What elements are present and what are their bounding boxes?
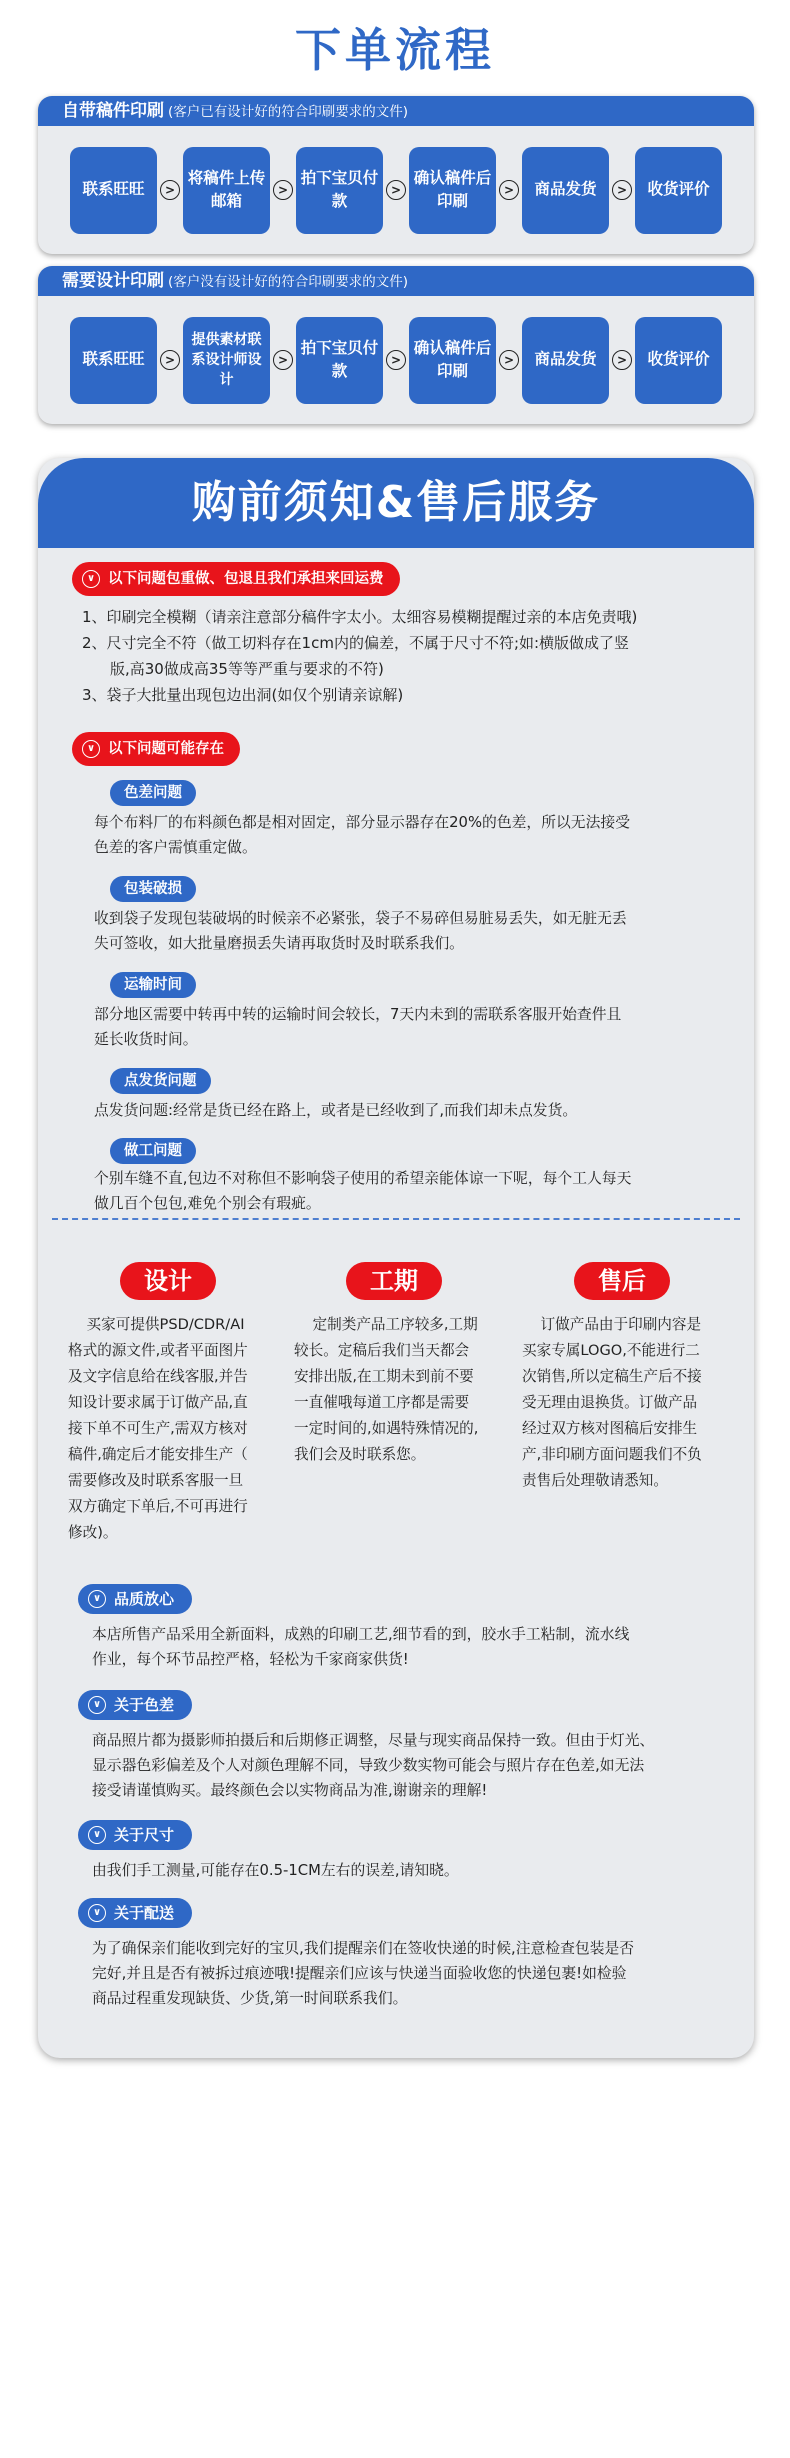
text-line: 买家专属LOGO,不能进行二 bbox=[522, 1342, 700, 1359]
column-text bbox=[522, 1312, 718, 1494]
redo-title-pill bbox=[72, 562, 400, 596]
chevron-right-icon: > bbox=[273, 180, 293, 200]
text-line: 接受请谨慎购买。最终颜色会以实物商品为准,谢谢亲的理解! bbox=[92, 1782, 488, 1799]
list-item: 2、尺寸完全不符（做工切料存在1cm内的偏差，不属于尺寸不符;如:横版做成了竖 bbox=[82, 634, 630, 652]
text-line: 由我们手工测量,可能存在0.5-1CM左右的误差,请知晓。 bbox=[92, 1862, 459, 1879]
text-line: 作业，每个环节品控严格，轻松为千家商家供货! bbox=[92, 1651, 409, 1668]
flow-step: 联系旺旺 bbox=[70, 147, 157, 234]
block-text bbox=[92, 1622, 742, 1672]
text-line: 商品过程重发现缺货、少货,第一时间联系我们。 bbox=[92, 1990, 408, 2007]
list-item: 1、印刷完全模糊（请亲注意部分稿件字太小。太细容易模糊提醒过亲的本店免责哦) bbox=[82, 608, 638, 626]
list-item: 3、袋子大批量出现包边出洞(如仅个别请亲谅解) bbox=[82, 686, 404, 704]
flow-header-subtitle: (客户没有设计好的符合印刷要求的文件) bbox=[168, 274, 409, 290]
column-text bbox=[68, 1312, 264, 1546]
chevron-down-icon: ∨ bbox=[82, 570, 100, 588]
chevron-right-icon: > bbox=[612, 350, 632, 370]
flow-step: 提供素材联系设计师设计 bbox=[183, 317, 270, 404]
text-line: 较长。定稿后我们当天都会 bbox=[294, 1342, 470, 1359]
flow-header-title: 需要设计印刷 bbox=[62, 271, 164, 291]
chevron-down-icon: ∨ bbox=[88, 1696, 106, 1714]
text-line: 为了确保亲们能收到完好的宝贝,我们提醒亲们在签收快递的时候,注意检查包装是否 bbox=[92, 1940, 635, 1957]
flow-header bbox=[38, 96, 754, 126]
flow-step: 确认稿件后印刷 bbox=[409, 147, 496, 234]
chevron-right-icon: > bbox=[612, 180, 632, 200]
flow-step: 拍下宝贝付款 bbox=[296, 147, 383, 234]
text-line: 格式的源文件,或者平面图片 bbox=[68, 1342, 248, 1359]
text-line: 订做产品由于印刷内容是 bbox=[522, 1316, 702, 1333]
issue-tag: 包装破损 bbox=[110, 876, 196, 902]
text-line: 延长收货时间。 bbox=[94, 1031, 198, 1048]
text-line: 做几百个包包,难免个别会有瑕疵。 bbox=[94, 1195, 321, 1212]
chevron-down-icon: ∨ bbox=[88, 1904, 106, 1922]
block-tag-delivery bbox=[78, 1898, 192, 1928]
notice-panel-title: 购前须知&售后服务 bbox=[38, 458, 754, 548]
text-line: 定制类产品工序较多,工期 bbox=[294, 1316, 478, 1333]
flow-card-need-design bbox=[38, 266, 754, 424]
page-title: 下单流程 bbox=[295, 23, 495, 77]
list-item: 版,高30做成高35等等严重与要求的不符) bbox=[110, 660, 384, 678]
text-line: 经过双方核对图稿后安排生 bbox=[522, 1420, 698, 1437]
flow-step: 联系旺旺 bbox=[70, 317, 157, 404]
issue-text bbox=[94, 810, 734, 860]
redo-title: 以下问题包重做、包退且我们承担来回运费 bbox=[108, 571, 384, 587]
flow-step: 商品发货 bbox=[522, 317, 609, 404]
chevron-down-icon: ∨ bbox=[88, 1590, 106, 1608]
text-line: 色差的客户需慎重定做。 bbox=[94, 839, 257, 856]
text-line: 完好,并且是否有被拆过痕迹哦!提醒亲们应该与快递当面验收您的快递包裹!如检验 bbox=[92, 1965, 627, 1982]
text-line: 部分地区需要中转再中转的运输时间会较长，7天内未到的需联系客服开始查件且 bbox=[94, 1006, 622, 1023]
chevron-right-icon: > bbox=[160, 180, 180, 200]
block-text bbox=[92, 1728, 742, 1803]
text-line: 本店所售产品采用全新面料，成熟的印刷工艺,细节看的到，胶水手工粘制，流水线 bbox=[92, 1626, 630, 1643]
text-line: 受无理由退换货。订做产品 bbox=[522, 1394, 698, 1411]
flow-steps bbox=[70, 146, 722, 234]
block-tag-color bbox=[78, 1690, 192, 1720]
flow-step: 确认稿件后印刷 bbox=[409, 317, 496, 404]
issue-tag: 做工问题 bbox=[110, 1138, 196, 1164]
flow-step: 商品发货 bbox=[522, 147, 609, 234]
issue-text bbox=[94, 1002, 734, 1052]
text-line: 安排出版,在工期未到前不要 bbox=[294, 1368, 474, 1385]
text-line: 知设计要求属于订做产品,直 bbox=[68, 1394, 248, 1411]
divider bbox=[52, 1218, 740, 1220]
block-tag-label: 品质放心 bbox=[114, 1590, 175, 1608]
chevron-right-icon: > bbox=[160, 350, 180, 370]
chevron-right-icon: > bbox=[499, 350, 519, 370]
issue-tag: 色差问题 bbox=[110, 780, 196, 806]
column-text bbox=[294, 1312, 490, 1468]
text-line: 我们会及时联系您。 bbox=[294, 1446, 426, 1463]
text-line: 次销售,所以定稿生产后不接 bbox=[522, 1368, 702, 1385]
chevron-down-icon: ∨ bbox=[82, 740, 100, 758]
chevron-right-icon: > bbox=[273, 350, 293, 370]
text-line: 稿件,确定后才能安排生产（ bbox=[68, 1446, 248, 1463]
flow-step: 拍下宝贝付款 bbox=[296, 317, 383, 404]
block-text bbox=[92, 1936, 742, 2011]
possible-title-pill bbox=[72, 732, 240, 766]
chevron-right-icon: > bbox=[386, 350, 406, 370]
notice-panel bbox=[38, 458, 754, 2058]
issue-tag: 点发货问题 bbox=[110, 1068, 211, 1094]
text-line: 产,非印刷方面问题我们不负 bbox=[522, 1446, 702, 1463]
issue-text bbox=[94, 906, 734, 956]
redo-list bbox=[82, 604, 732, 708]
block-tag-quality bbox=[78, 1584, 192, 1614]
text-line: 个别车缝不直,包边不对称但不影响袋子使用的希望亲能体谅一下呢，每个工人每天 bbox=[94, 1170, 632, 1187]
text-line: 商品照片都为摄影师拍摄后和后期修正调整，尽量与现实商品保持一致。但由于灯光、 bbox=[92, 1732, 655, 1749]
text-line: 收到袋子发现包装破埚的时候亲不必紧张，袋子不易碎但易脏易丢失，如无脏无丢 bbox=[94, 910, 627, 927]
column-title: 工期 bbox=[346, 1262, 442, 1300]
block-tag-label: 关于尺寸 bbox=[114, 1826, 175, 1844]
block-tag-label: 关于色差 bbox=[114, 1696, 175, 1714]
text-line: 需要修改及时联系客服一旦 bbox=[68, 1472, 244, 1489]
text-line: 修改)。 bbox=[68, 1524, 118, 1541]
flow-card-own-artwork bbox=[38, 96, 754, 254]
column-title: 售后 bbox=[574, 1262, 670, 1300]
block-tag-size bbox=[78, 1820, 192, 1850]
flow-header-title: 自带稿件印刷 bbox=[62, 101, 164, 121]
flow-step: 收货评价 bbox=[635, 147, 722, 234]
text-line: 责售后处理敬请悉知。 bbox=[522, 1472, 668, 1489]
chevron-right-icon: > bbox=[386, 180, 406, 200]
text-line: 买家可提供PSD/CDR/AI bbox=[68, 1316, 245, 1333]
block-text bbox=[92, 1858, 742, 1883]
flow-header bbox=[38, 266, 754, 296]
chevron-right-icon: > bbox=[499, 180, 519, 200]
text-line: 每个布料厂的布料颜色都是相对固定，部分显示器存在20%的色差，所以无法接受 bbox=[94, 814, 630, 831]
text-line: 点发货问题:经常是货已经在路上，或者是已经收到了,而我们却未点发货。 bbox=[94, 1102, 578, 1119]
flow-step: 将稿件上传邮箱 bbox=[183, 147, 270, 234]
text-line: 及文字信息给在线客服,并告 bbox=[68, 1368, 248, 1385]
text-line: 一直催哦每道工序都是需要 bbox=[294, 1394, 470, 1411]
issue-text bbox=[94, 1166, 734, 1216]
flow-header-subtitle: (客户已有设计好的符合印刷要求的文件) bbox=[168, 104, 409, 120]
column-title: 设计 bbox=[120, 1262, 216, 1300]
text-line: 双方确定下单后,不可再进行 bbox=[68, 1498, 248, 1515]
text-line: 接下单不可生产,需双方核对 bbox=[68, 1420, 248, 1437]
flow-steps bbox=[70, 316, 722, 404]
text-line: 一定时间的,如遇特殊情况的, bbox=[294, 1420, 479, 1437]
issue-text bbox=[94, 1098, 734, 1123]
text-line: 失可签收，如大批量磨损丢失请再取货时及时联系我们。 bbox=[94, 935, 464, 952]
chevron-down-icon: ∨ bbox=[88, 1826, 106, 1844]
text-line: 显示器色彩偏差及个人对颜色理解不同，导致少数实物可能会与照片存在色差,如无法 bbox=[92, 1757, 645, 1774]
flow-step: 收货评价 bbox=[635, 317, 722, 404]
possible-title: 以下问题可能存在 bbox=[108, 741, 224, 757]
issue-tag: 运输时间 bbox=[110, 972, 196, 998]
block-tag-label: 关于配送 bbox=[114, 1904, 175, 1922]
